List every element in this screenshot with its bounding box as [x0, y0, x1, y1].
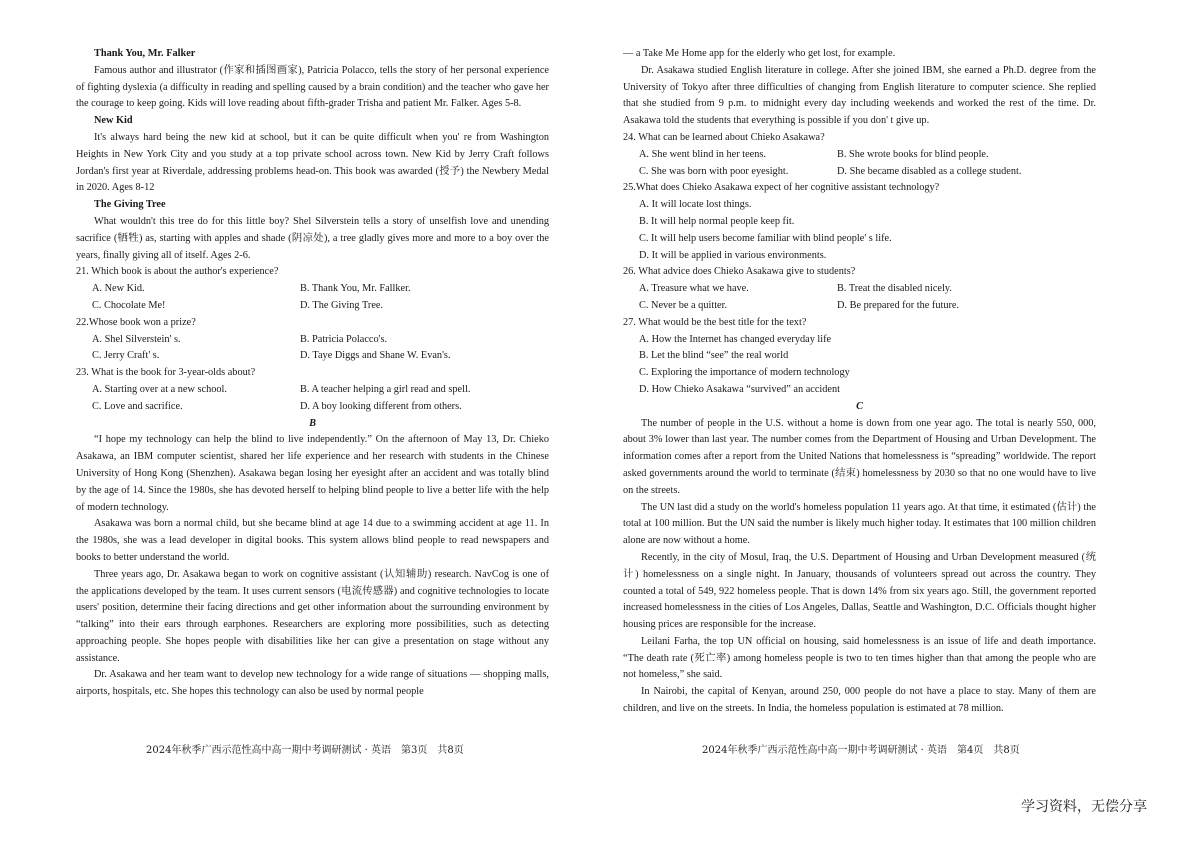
book-description: Famous author and illustrator (作家和插图画家), Patricia Polacco, tells the story of her personal experience of fighting dyslexia (a difficulty in reading and spelling caused by a brain condition) and the teacher who gave her the courage to keep going. Kids will love reading about fifth-grader Trisha and patient Mr. Falker. Ages 5-8.	[76, 64, 549, 110]
book-description: What wouldn't this tree do for this little boy? Shel Silverstein tells a story of unselfish love and unending sacrifice (牺牲) as, starting with apples and shade (阴凉处), a tree gladly gives more and more to a boy over the years, finally giving all of itself. Ages 2-6.	[76, 215, 549, 261]
option: B. Thank You, Mr. Fallker.	[300, 283, 411, 295]
passage-paragraph: Recently, in the city of Mosul, Iraq, the U.S. Department of Housing and Urban Development measured (统计) homelessness on a single night. In January, thousands of volunteers spread out across the country. They counted a total of 549, 922 homeless people. That is down 14% from six years ago. Still, the government reported increased homelessness in the cities of Los Angeles, Dallas, Seattle and Washington, D.C. Officials thought higher housing prices are responsible for the increase.	[623, 551, 1096, 631]
option: D. It will be applied in various environments.	[639, 249, 827, 261]
question-stem: 21. Which book is about the author's experience?	[76, 266, 279, 278]
passage-paragraph: The UN last did a study on the world's homeless population 11 years ago. At that time, it estimated (估计) the total at 100 million. But the UN said the number is likely much higher today. It estimates that 100 million children alone are now without a home.	[623, 501, 1096, 547]
question-options	[76, 382, 549, 416]
section-letter: C	[856, 400, 863, 412]
book-description: It's always hard being the new kid at school, but it can be quite difficult when you' re from Washington Heights in New York City and you study at a top private school across town. New Kid by Jerry Craft follows Jordan's first year at Riverdale, addressing problems head-on. This book was awarded (授予) the Newbery Medal in 2020. Ages 8-12	[76, 131, 549, 194]
option: B. Treat the disabled nicely.	[837, 283, 952, 295]
watermark-text: 学习资料，无偿分享	[1021, 799, 1147, 815]
option: D. The Giving Tree.	[300, 299, 384, 311]
question-options	[623, 147, 1096, 181]
left-page	[76, 46, 549, 724]
option: A. Shel Silverstein' s.	[92, 333, 181, 345]
passage-paragraph: In Nairobi, the capital of Kenyan, around 250, 000 people do not have a place to stay. Many of them are children, and live on the streets. In India, the homeless population is estimated at 78 million.	[623, 686, 1096, 715]
page-footer: 2024年秋季广西示范性高中高一期中考调研测试 · 英语 第3页 共8页	[146, 745, 464, 756]
option: D. Be prepared for the future.	[837, 299, 960, 311]
option: C. Jerry Craft' s.	[92, 350, 160, 362]
option: A. She went blind in her teens.	[639, 148, 766, 160]
option: C. She was born with poor eyesight.	[639, 165, 789, 177]
option: D. A boy looking different from others.	[300, 400, 462, 412]
option: A. New Kid.	[92, 283, 145, 295]
passage-paragraph: “I hope my technology can help the blind to live independently.” On the afternoon of May 13, Dr. Chieko Asakawa, an IBM computer scientist, shared her life experience and her research with students in the Chinese University of Hong Kong (Shenzhen). Asakawa began losing her eyesight after an accident and was totally blind by the age of 14. Since the 1980s, she has devoted herself to helping blind people to live a better life with the help of modern technology.	[76, 434, 549, 513]
option: B. She wrote books for blind people.	[837, 148, 989, 160]
passage-paragraph: Three years ago, Dr. Asakawa began to work on cognitive assistant (认知辅助) research. NavCog is one of the applications developed by the team. It uses current sensors (电流传感器) and cognitive technologies to locate users' position, determine their facing directions and get other information about the surrounding environment by “talking” into their ears through earphones. Researchers are exploring more possibilities, such as detecting approaching people. She hopes people with disabilities like her can give a presentation on stage without any assistance.	[76, 568, 549, 664]
option: A. It will locate lost things.	[639, 199, 752, 211]
question-stem: 25.What does Chieko Asakawa expect of her cognitive assistant technology?	[623, 182, 940, 194]
section-letter: B	[309, 417, 316, 429]
question-options	[76, 332, 549, 366]
passage-paragraph: Leilani Farha, the top UN official on housing, said homelessness is an issue of life and death importance. “The death rate (死亡率) among homeless people is two to ten times higher than that among the people who are not homeless,” she said.	[623, 635, 1096, 681]
book-title: The Giving Tree	[94, 199, 166, 211]
passage-paragraph: Dr. Asakawa and her team want to develop new technology for a wide range of situations — shopping malls, airports, hospitals, etc. She hopes this technology can also be used by normal people	[76, 669, 549, 698]
right-page	[623, 46, 1096, 724]
page-footer: 2024年秋季广西示范性高中高一期中考调研测试 · 英语 第4页 共8页	[702, 745, 1020, 756]
question-options	[623, 281, 1096, 315]
option: B. Let the blind “see” the real world	[639, 350, 789, 362]
book-title: Thank You, Mr. Falker	[94, 48, 196, 59]
option: D. How Chieko Asakawa “survived” an accident	[639, 383, 841, 395]
question-stem: 27. What would be the best title for the text?	[623, 316, 807, 328]
option: D. She became disabled as a college student.	[837, 165, 1022, 177]
option: D. Taye Diggs and Shane W. Evan's.	[300, 350, 451, 362]
question-stem: 23. What is the book for 3-year-olds about?	[76, 367, 256, 379]
option: C. Chocolate Me!	[92, 299, 166, 311]
passage-paragraph: Asakawa was born a normal child, but she became blind at age 14 due to a swimming accident at age 11. In the 1980s, she was a lead developer in digital books. This system allows blind people to read newspapers and books to better understand the world.	[76, 518, 549, 563]
passage-paragraph: — a Take Me Home app for the elderly who get lost, for example.	[623, 48, 896, 59]
option: B. Patricia Polacco's.	[300, 333, 388, 345]
option: B. It will help normal people keep fit.	[639, 215, 795, 227]
question-stem: 26. What advice does Chieko Asakawa give to students?	[623, 266, 856, 278]
question-options	[76, 281, 549, 315]
option: A. Treasure what we have.	[639, 283, 749, 295]
book-title: New Kid	[94, 115, 133, 127]
question-options	[623, 332, 1096, 399]
option: C. Never be a quitter.	[639, 299, 728, 311]
option: A. How the Internet has changed everyday life	[639, 333, 832, 345]
question-stem: 24. What can be learned about Chieko Asakawa?	[623, 131, 825, 143]
passage-paragraph: The number of people in the U.S. without a home is down from one year ago. The total is nearly 550, 000, about 3% lower than last year. The number comes from the Department of Housing and Urban Development. The information comes after a report from the United Nations that homelessness is “spreading” worldwide. The report asked governments around the world to terminate (结束) homelessness by 2030 so that no one would have to live on the streets.	[623, 417, 1096, 496]
option: C. Exploring the importance of modern technology	[639, 367, 850, 379]
option: B. A teacher helping a girl read and spell.	[300, 383, 471, 395]
option: C. Love and sacrifice.	[92, 400, 183, 412]
question-stem: 22.Whose book won a prize?	[76, 316, 196, 328]
passage-paragraph: Dr. Asakawa studied English literature in college. After she joined IBM, she earned a Ph.D. degree from the University of Tokyo after three difficulties of changing from English literature to computer science. She replied that she studied from 9 p.m. to midnight every day including weekends and worked the rest of the time. Dr. Asakawa told the students that everything is possible if you don' t give up.	[623, 64, 1096, 127]
option: A. Starting over at a new school.	[92, 383, 227, 395]
question-options	[623, 197, 1096, 264]
option: C. It will help users become familiar with blind people' s life.	[639, 232, 892, 244]
